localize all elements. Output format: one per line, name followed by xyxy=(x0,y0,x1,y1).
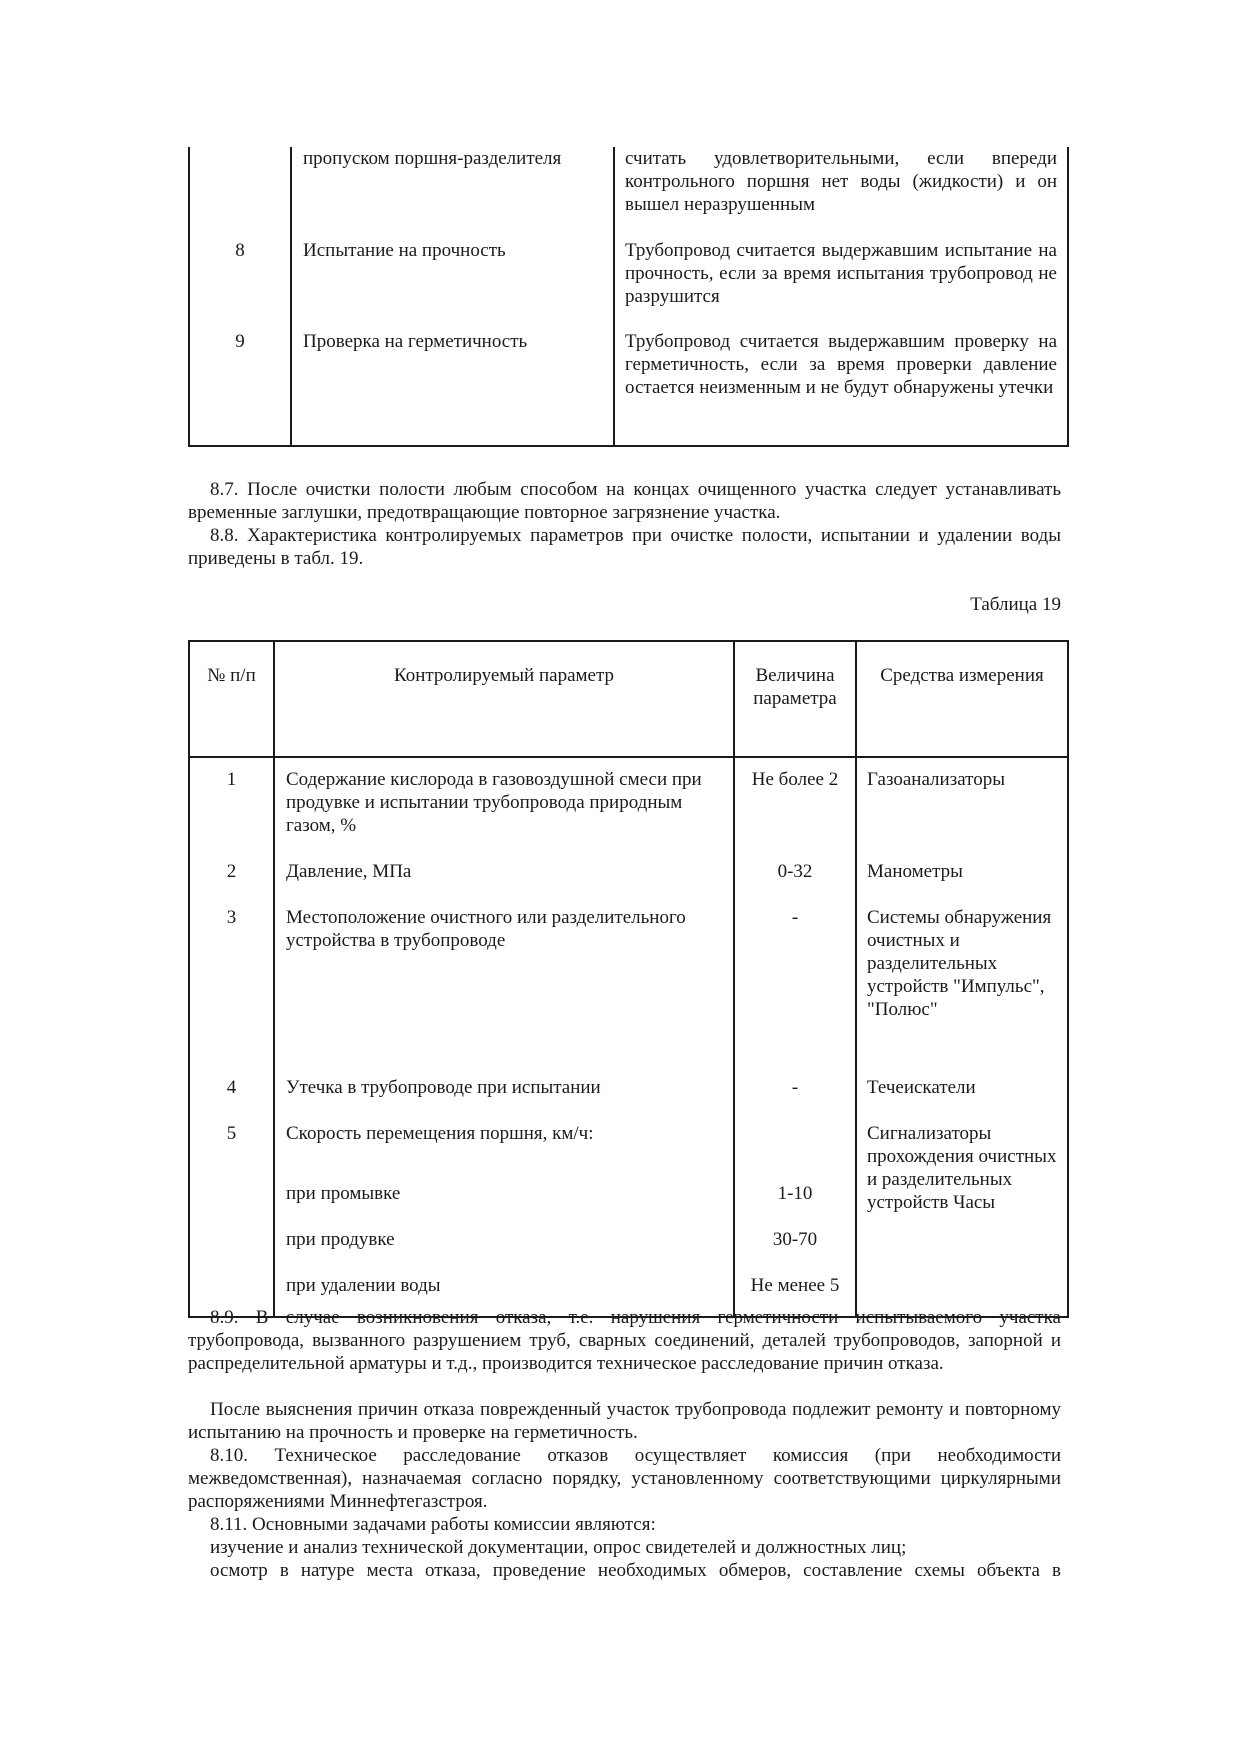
table-row xyxy=(189,239,1068,330)
row-number: 2 xyxy=(189,860,274,906)
table-row xyxy=(189,906,1068,1076)
test-criteria-table xyxy=(188,147,1069,447)
controlled-parameters-table xyxy=(188,640,1069,1318)
task-list-item: осмотр в натуре места отказа, проведение необходимых обмеров, составление схемы объекта в xyxy=(210,1560,1061,1581)
param-cell: Давление, МПа xyxy=(274,860,734,906)
table-row xyxy=(189,1122,1068,1182)
paragraph-after-failure: После выяснения причин отказа поврежденный участок трубопровода подлежит ремонту и повторному испытанию на прочность и проверке на герметичность. xyxy=(188,1399,1061,1443)
table-row xyxy=(189,757,1068,860)
param-cell: при удалении воды xyxy=(274,1274,734,1317)
value-cell: 30-70 xyxy=(734,1228,856,1274)
stage-name: Проверка на герметичность xyxy=(291,330,614,446)
criterion-text: считать удовлетворительными, если впереди контрольного поршня нет воды (жидкости) и он вышел неразрушенным xyxy=(614,147,1068,239)
table-row xyxy=(189,860,1068,906)
param-cell: Скорость перемещения поршня, км/ч: xyxy=(274,1122,734,1182)
value-cell: Не менее 5 xyxy=(734,1274,856,1317)
param-cell: при промывке xyxy=(274,1182,734,1228)
table-header-row xyxy=(189,641,1068,757)
tools-cell: Манометры xyxy=(856,860,1068,906)
paragraph-8-7: 8.7. После очистки полости любым способом на концах очищенного участка следует устанавливать временные заглушки, предотвращающие повторное загрязнение участка. xyxy=(188,479,1061,523)
row-number: 9 xyxy=(189,330,291,446)
value-cell: - xyxy=(734,906,856,1076)
tools-cell: Газоанализаторы xyxy=(856,757,1068,860)
stage-name: Испытание на прочность xyxy=(291,239,614,330)
paragraph-8-8: 8.8. Характеристика контролируемых параметров при очистке полости, испытании и удалении воды приведены в табл. 19. xyxy=(188,525,1061,569)
paragraph-8-10: 8.10. Техническое расследование отказов осуществляет комиссия (при необходимости межведомственная), назначаемая согласно порядку, установленному соответствующими циркулярными распоряжениями Миннефтегазстроя. xyxy=(188,1445,1061,1512)
row-number: 1 xyxy=(189,757,274,860)
header-tools: Средства измерения xyxy=(856,641,1068,757)
row-number xyxy=(189,1182,274,1228)
table-row xyxy=(189,1076,1068,1122)
value-cell: - xyxy=(734,1076,856,1122)
paragraph-8-9: 8.9. В случае возникновения отказа, т.е. нарушения герметичности испытываемого участка трубопровода, вызванного разрушением труб, сварных соединений, деталей трубопроводов, запорной и распределительной арматуры и т.д., производится техническое расследование причин отказа. xyxy=(188,1307,1061,1374)
row-number xyxy=(189,1228,274,1274)
paragraph-8-11: 8.11. Основными задачами работы комиссии являются: xyxy=(210,1514,656,1535)
task-list-item: изучение и анализ технической документации, опрос свидетелей и должностных лиц; xyxy=(210,1537,907,1558)
value-cell: 0-32 xyxy=(734,860,856,906)
row-number xyxy=(189,147,291,239)
value-cell: 1-10 xyxy=(734,1182,856,1228)
row-number: 4 xyxy=(189,1076,274,1122)
table-row xyxy=(189,330,1068,446)
row-number: 5 xyxy=(189,1122,274,1182)
param-cell: Местоположение очистного или разделительного устройства в трубопроводе xyxy=(274,906,734,1076)
tools-cell: Сигнализаторы прохождения очистных и разделительных устройств Часы xyxy=(856,1122,1068,1274)
header-param: Контролируемый параметр xyxy=(274,641,734,757)
value-cell xyxy=(734,1122,856,1182)
value-cell: Не более 2 xyxy=(734,757,856,860)
criterion-text: Трубопровод считается выдержавшим проверку на герметичность, если за время проверки давление остается неизменным и не будут обнаружены утечки xyxy=(614,330,1068,446)
param-cell: Утечка в трубопроводе при испытании xyxy=(274,1076,734,1122)
criterion-text: Трубопровод считается выдержавшим испытание на прочность, если за время испытания трубопровод не разрушится xyxy=(614,239,1068,330)
header-value: Величина параметра xyxy=(734,641,856,757)
tools-cell: Системы обнаружения очистных и разделительных устройств "Импульс", "Полюс" xyxy=(856,906,1068,1076)
table-caption: Таблица 19 xyxy=(970,594,1061,615)
table-row xyxy=(189,147,1068,239)
row-number: 8 xyxy=(189,239,291,330)
tools-cell: Течеискатели xyxy=(856,1076,1068,1122)
param-cell: Содержание кислорода в газовоздушной смеси при продувке и испытании трубопровода природным газом, % xyxy=(274,757,734,860)
header-num: № п/п xyxy=(189,641,274,757)
row-number: 3 xyxy=(189,906,274,1076)
stage-name: пропуском поршня-разделителя xyxy=(291,147,614,239)
param-cell: при продувке xyxy=(274,1228,734,1274)
